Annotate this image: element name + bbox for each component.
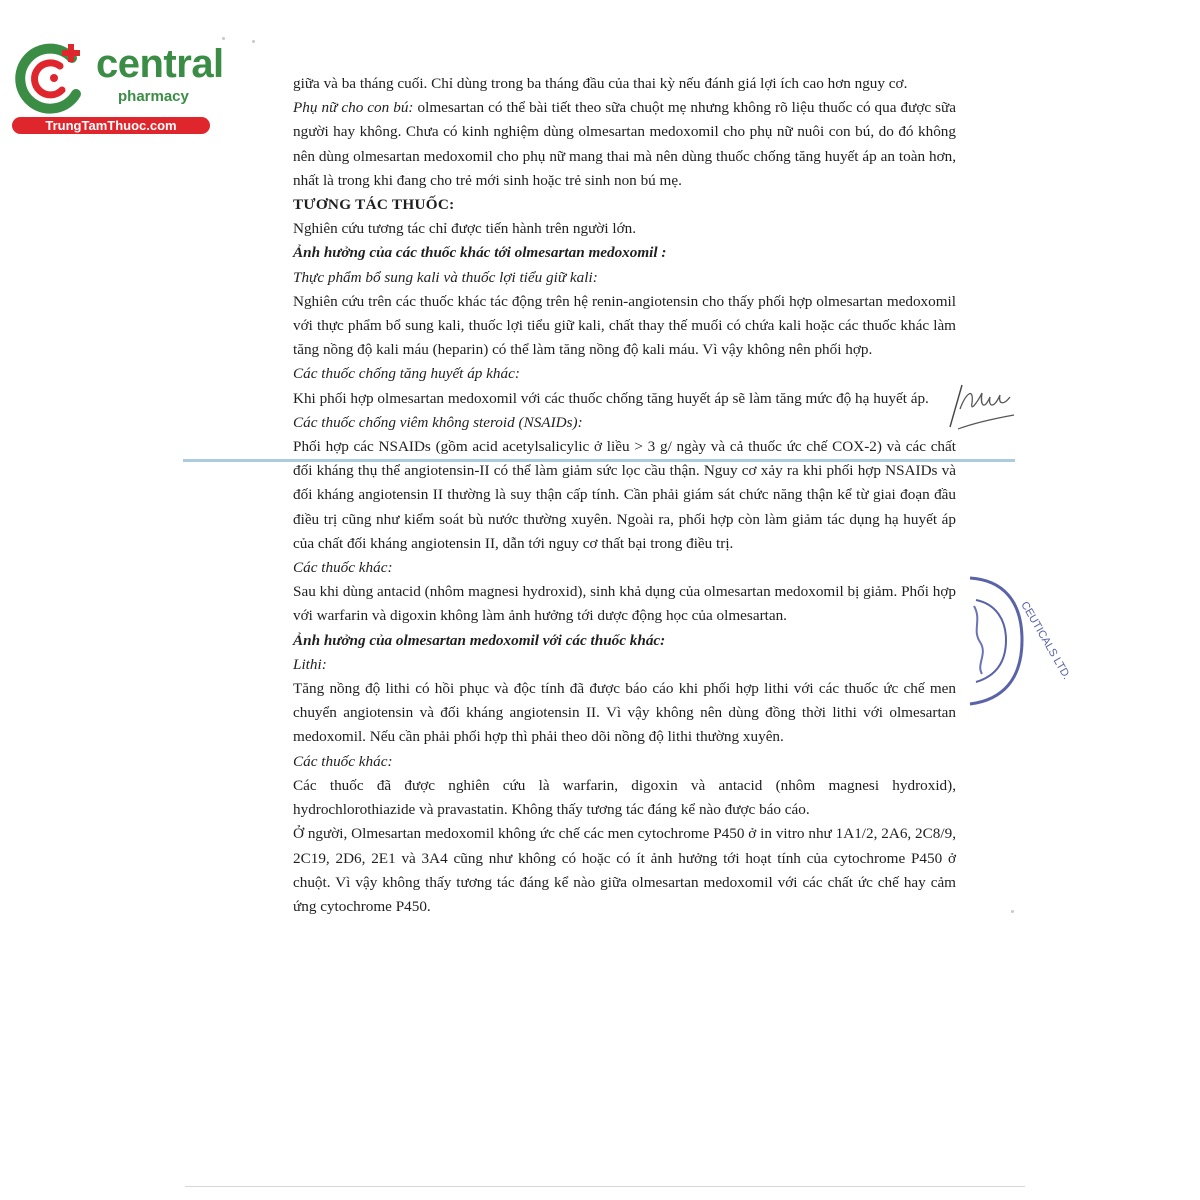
paragraph: Khi phối hợp olmesartan medoxomil với các thuốc chống tăng huyết áp sẽ làm tăng mức độ hạ huyết áp. — [293, 389, 929, 407]
paragraph: Ở người, Olmesartan medoxomil không ức chế các men cytochrome P450 ở in vitro như 1A1/2, 2A6, 2C8/9, 2C19, 2D6, 2E1 và 3A4 cũng như không có hoặc có ít ảnh hưởng tới hoạt tính của cytochrome P450 ở chuột. Vì vậy không thấy tương tác đáng kể nào giữa olmesartan medoxomil với các chất ức chế hay cảm ứng cytochrome P450. — [293, 825, 956, 915]
subheading-nsaids: Các thuốc chống viêm không steroid (NSAIDs): — [293, 413, 583, 431]
scan-speck — [252, 40, 255, 43]
brand-subtitle: pharmacy — [118, 88, 189, 105]
paragraph: Tăng nồng độ lithi có hồi phục và độc tính đã được báo cáo khi phối hợp lithi với các thuốc ức chế men chuyển angiotensin và đối kháng angiotensin II. Vì vậy không nên dùng đồng thời lithi với olmesartan medoxomil. Nếu cần phải phối hợp thì phải theo dõi nồng độ lithi thường xuyên. — [293, 680, 956, 746]
subheading-lithium: Lithi: — [293, 655, 327, 673]
brand-name: central — [96, 42, 224, 86]
signature-mark — [944, 375, 1024, 435]
paragraph: Nghiên cứu trên các thuốc khác tác động trên hệ renin-angiotensin cho thấy phối hợp olmesartan medoxomil với thực phẩm bổ sung kali, thuốc lợi tiểu giữ kali, chất thay thế muối có chứa kali hoặc các thuốc khác làm tăng nồng độ kali máu (heparin) có thể làm tăng nồng độ kali máu. Vì vậy không nên phối hợp. — [293, 292, 956, 359]
pharmacy-cross-icon — [10, 38, 92, 120]
company-stamp — [962, 570, 1073, 710]
scan-speck — [1011, 910, 1014, 913]
subheading-other-drugs: Các thuốc khác: — [293, 559, 393, 577]
paragraph: Các thuốc đã được nghiên cứu là warfarin, digoxin và antacid (nhôm magnesi hydroxid), hydrochlorothiazide và pravastatin. Không thấy tương tác đáng kể nào được báo cáo. — [293, 776, 956, 819]
central-pharmacy-logo[interactable] — [10, 38, 224, 138]
section-title-drug-interactions: TƯƠNG TÁC THUỐC: — [293, 196, 455, 214]
subheading-other-drugs-2: Các thuốc khác: — [293, 752, 393, 770]
paragraph — [293, 96, 956, 193]
paragraph: giữa và ba tháng cuối. Chỉ dùng trong ba tháng đầu của thai kỳ nếu đánh giá lợi ích cao hơn nguy cơ. — [293, 75, 908, 92]
page-edge-line — [185, 1186, 1025, 1187]
subheading-antihypertensives: Các thuốc chống tăng huyết áp khác: — [293, 365, 520, 383]
paragraph: Sau khi dùng antacid (nhôm magnesi hydroxid), sinh khả dụng của olmesartan medoxomil bị giảm. Phối hợp với warfarin và digoxin không làm ảnh hưởng tới dược động học của olmesartan. — [293, 583, 956, 625]
paragraph: Phối hợp các NSAIDs (gồm acid acetylsalicylic ở liều > 3 g/ ngày và cả thuốc ức chế COX-2) và các chất đối kháng thụ thể angiotensin-II có thể làm giảm sức lọc cầu thận. Nguy cơ xảy ra khi phối hợp NSAIDs và đối kháng angiotensin II thường là suy thận cấp tính. Cần phải giám sát chức năng thận kể từ giai đoạn đầu điều trị cũng như kiểm soát bù nước thường xuyên. Ngoài ra, phối hợp còn làm giảm tác dụng hạ huyết áp của chất đối kháng angiotensin II, dẫn tới nguy cơ thất bại trong điều trị. — [293, 438, 956, 552]
stamp-text: CEUTICALS LTD. — [1018, 599, 1073, 682]
subheading-breastfeeding: Phụ nữ cho con bú: — [293, 99, 414, 117]
subheading-effects-on-olmesartan: Ảnh hưởng của các thuốc khác tới olmesartan medoxomil : — [293, 244, 667, 262]
scan-speck — [222, 37, 225, 40]
brand-url-badge[interactable]: TrungTamThuoc.com — [12, 117, 210, 134]
subheading-effects-of-olmesartan: Ảnh hưởng của olmesartan medoxomil với các thuốc khác: — [293, 631, 666, 649]
subheading-potassium: Thực phẩm bổ sung kali và thuốc lợi tiểu giữ kali: — [293, 268, 598, 286]
document-body — [293, 72, 956, 919]
paragraph: Nghiên cứu tương tác chỉ được tiến hành trên người lớn. — [293, 220, 636, 238]
paragraph-text: olmesartan có thể bài tiết theo sữa chuột mẹ nhưng không rõ liệu thuốc có qua được sữa người hay không. Chưa có kinh nghiệm dùng olmesartan medoxomil cho phụ nữ nuôi con bú, do đó không nên dùng olmesartan medoxomil cho phụ nữ mang thai mà nên dùng thuốc chống tăng huyết áp an toàn hơn, nhất là trong khi đang cho trẻ mới sinh hoặc trẻ sinh non bú mẹ. — [293, 99, 956, 189]
